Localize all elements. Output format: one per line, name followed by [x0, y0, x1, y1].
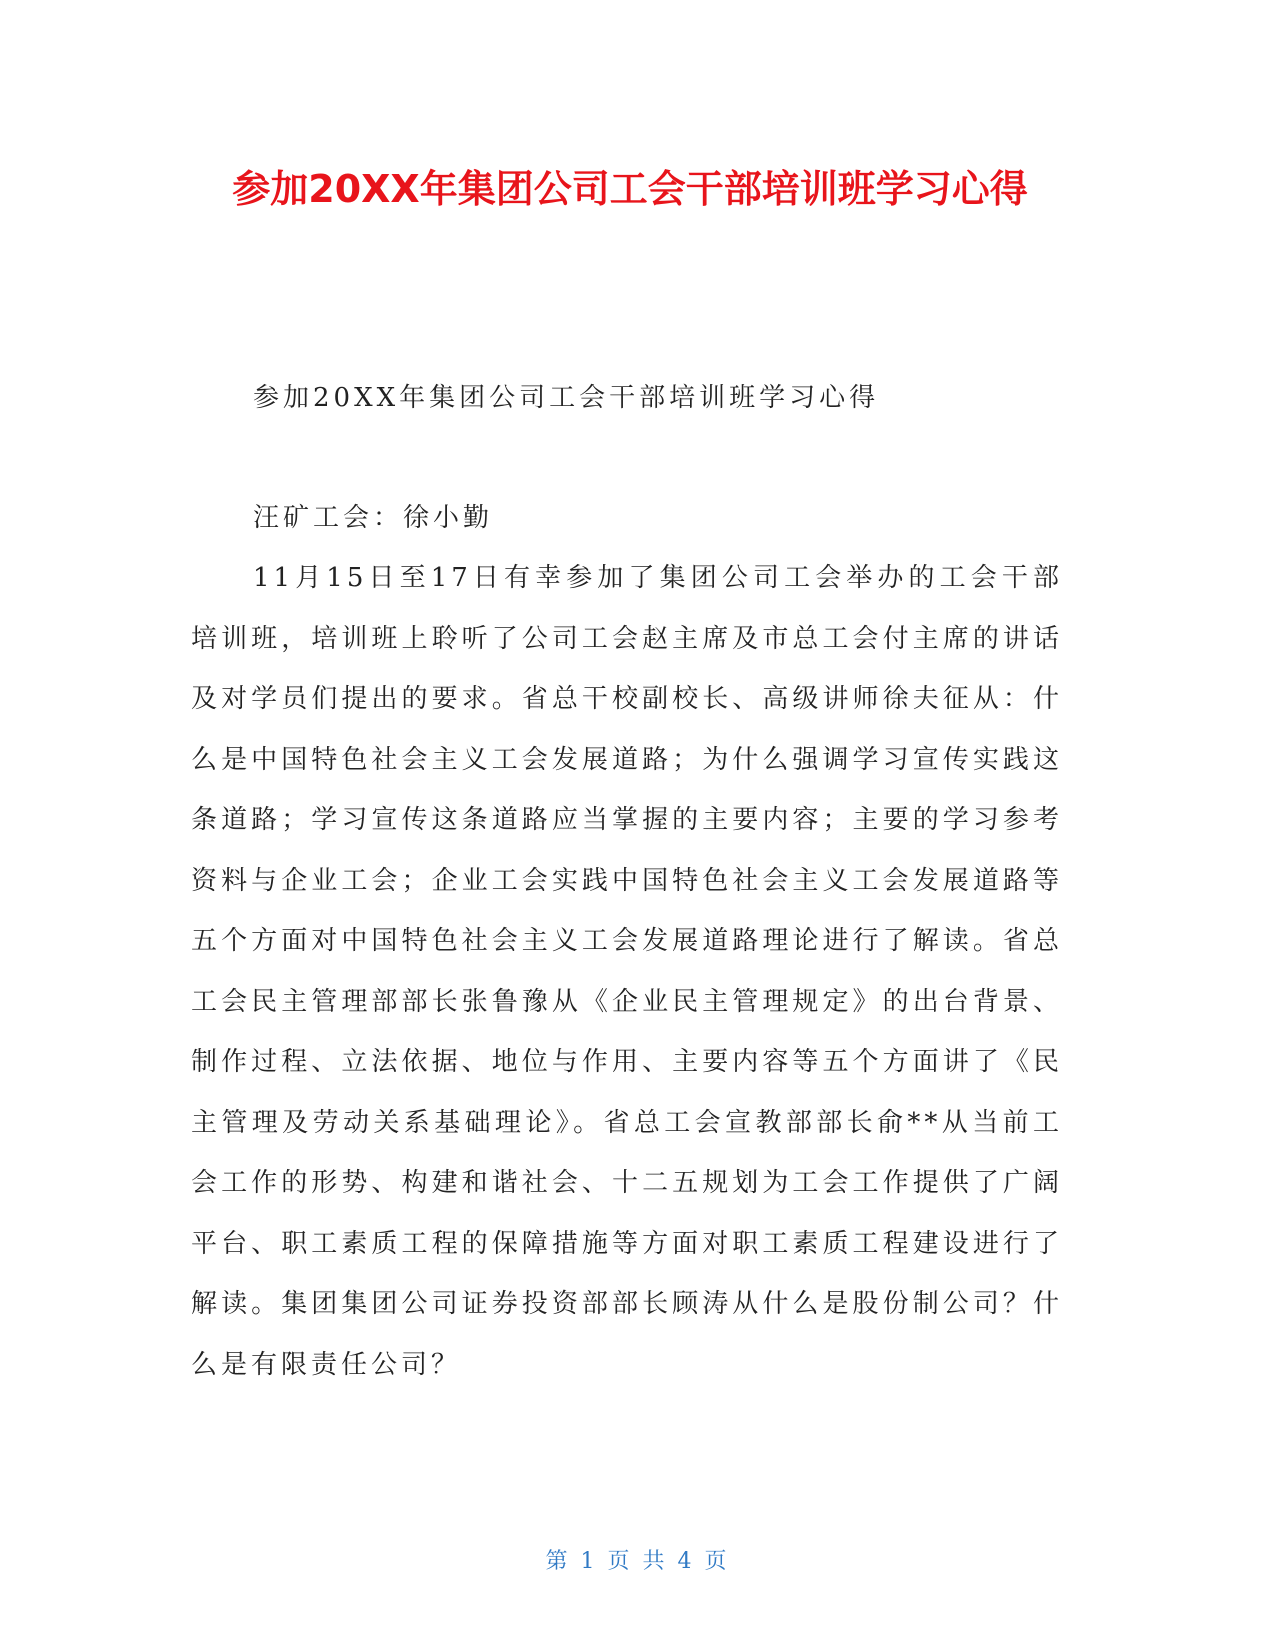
body-paragraph: 11月15日至17日有幸参加了集团公司工会举办的工会干部培训班，培训班上聆听了公司工会赵主席及市总工会付主席的讲话及对学员们提出的要求。省总干校副校长、高级讲师徐夫征从：什么是中国特色社会主义工会发展道路；为什么强调学习宣传实践这条道路；学习宣传这条道路应当掌握的主要内容；主要的学习参考资料与企业工会；企业工会实践中国特色社会主义工会发展道路等五个方面对中国特色社会主义工会发展道路理论进行了解读。省总工会民主管理部部长张鲁豫从《企业民主管理规定》的出台背景、制作过程、立法依据、地位与作用、主要内容等五个方面讲了《民主管理及劳动关系基础理论》。省总工会宣教部部长俞**从当前工会工作的形势、构建和谐社会、十二五规划为工会工作提供了广阔平台、职工素质工程的保障措施等方面对职工素质工程建设进行了解读。集团集团公司证券投资部部长顾涛从什么是股份制公司？什么是有限责任公司？ — [191, 563, 1063, 1380]
page-number-label: 第 1 页 共 4 页 — [545, 1549, 730, 1574]
author-line: 汪矿工会：徐小勤 — [253, 503, 494, 533]
document-title: 参加20XX年集团公司工会干部培训班学习心得 — [232, 167, 1028, 211]
page-number-footer — [0, 1544, 1275, 1575]
document-subtitle: 参加20XX年集团公司工会干部培训班学习心得 — [253, 383, 880, 413]
